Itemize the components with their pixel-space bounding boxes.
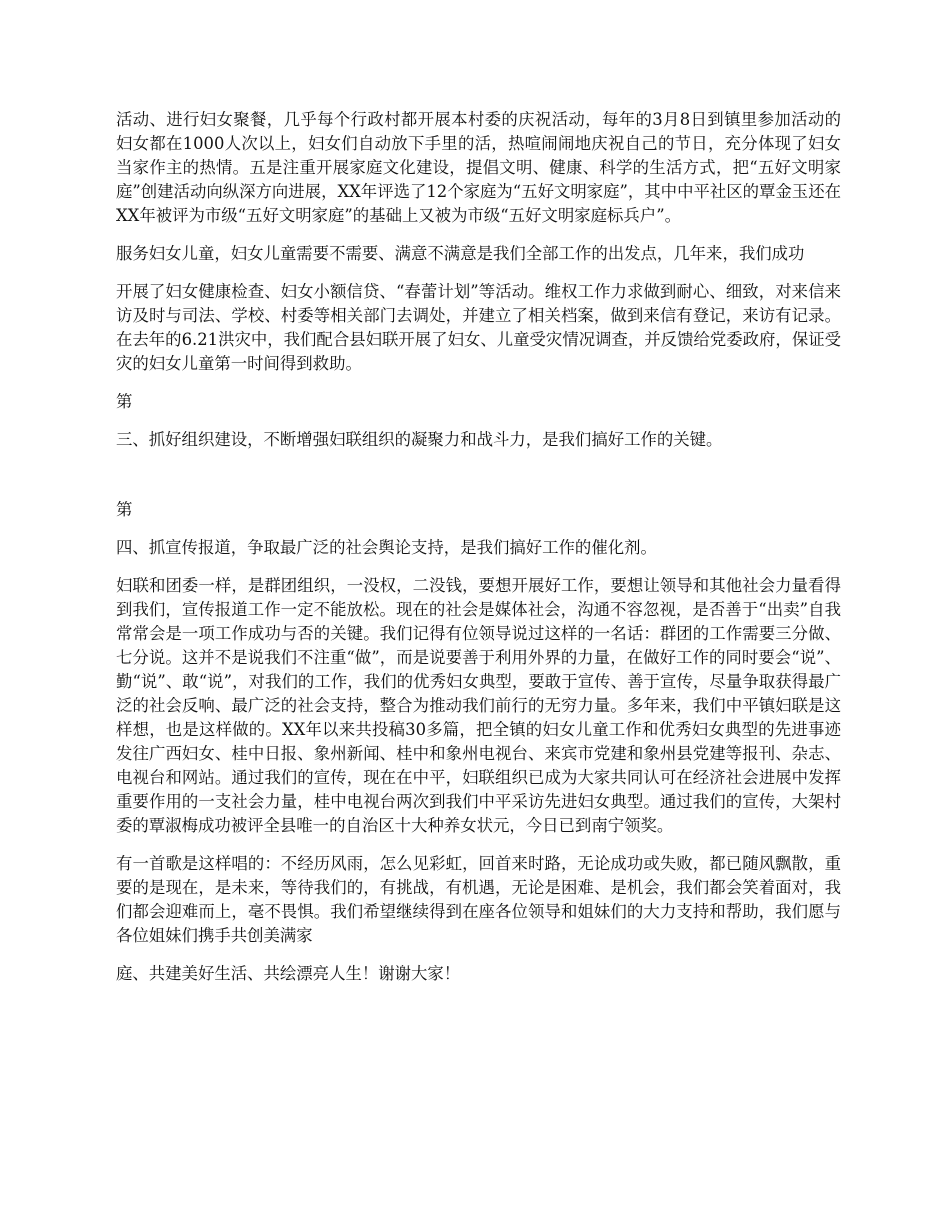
paragraph-closing-thanks: 庭、共建美好生活、共绘漂亮人生！谢谢大家！ — [116, 964, 461, 983]
paragraph-section-marker-1: 第 — [116, 392, 133, 411]
paragraph-rights-work: 开展了妇女健康检查、妇女小额信贷、“春蕾计划”等活动。维权工作力求做到耐心、细致，对来信来访及时与司法、学校、村委等相关部门去调处，并建立了相关档案，做到来信有登记，来访有记录。在去年的6.21洪灾中，我们配合县妇联开展了妇女、儿童受灾情况调查，并反馈给党委政府，保证受灾的妇女儿童第一时间得到救助。 — [116, 282, 841, 373]
document-body — [116, 108, 841, 1000]
paragraph-service-intro: 服务妇女儿童，妇女儿童需要不需要、满意不满意是我们全部工作的出发点，几年来，我们成功 — [116, 244, 805, 263]
paragraph-publicity-body: 妇联和团委一样，是群团组织，一没权，二没钱，要想开展好工作，要想让领导和其他社会力量看得到我们，宣传报道工作一定不能放松。现在的社会是媒体社会，沟通不容忽视，是否善于“出卖”自我常常会是一项工作成功与否的关键。我们记得有位领导说过这样的一名话：群团的工作需要三分做、七分说。这并不是说我们不注重“做”，而是说要善于利用外界的力量，在做好工作的同时要会“说”、勤“说”、敢“说”，对我们的工作，我们的优秀妇女典型，要敢于宣传、善于宣传，尽量争取获得最广泛的社会反响、最广泛的社会支持，整合为推动我们前行的无穷力量。多年来，我们中平镇妇联是这样想，也是这样做的。XX年以来共投稿30多篇，把全镇的妇女儿童工作和优秀妇女典型的先进事迹发往广西妇女、桂中日报、象州新闻、桂中和象州电视台、来宾市党建和象州县党建等报刊、杂志、电视台和网站。通过我们的宣传，现在在中平，妇联组织已成为大家共同认可在经济社会进展中发挥重要作用的一支社会力量，桂中电视台两次到我们中平采访先进妇女典型。通过我们的宣传，大架村委的覃淑梅成功被评全县唯一的自治区十大种养女状元，今日已到南宁领奖。 — [116, 576, 841, 835]
heading-publicity: 四、抓宣传报道，争取最广泛的社会舆论支持，是我们搞好工作的催化剂。 — [116, 538, 657, 557]
paragraph-section-marker-2: 第 — [116, 500, 133, 519]
heading-organization-building: 三、抓好组织建设，不断增强妇联组织的凝聚力和战斗力，是我们搞好工作的关键。 — [116, 430, 723, 449]
section-spacer — [116, 466, 841, 498]
paragraph-celebration: 活动、进行妇女聚餐，几乎每个行政村都开展本村委的庆祝活动，每年的3月8日到镇里参加活动的妇女都在1000人次以上，妇女们自动放下手里的活，热喧闹闹地庆祝自己的节日，充分体现了妇女当家作主的热情。五是注重开展家庭文化建设，提倡文明、健康、科学的生活方式，把“五好文明家庭”创建活动向纵深方向进展，XX年评选了12个家庭为“五好文明家庭”，其中中平社区的覃金玉还在XX年被评为市级“五好文明家庭”的基础上又被为市级“五好文明家庭标兵户”。 — [116, 110, 841, 225]
paragraph-closing-song: 有一首歌是这样唱的：不经历风雨，怎么见彩虹，回首来时路，无论成功或失败，都已随风飘散，重要的是现在，是未来，等待我们的，有挑战，有机遇，无论是困难、是机会，我们都会笑着面对，我们都会迎难而上，毫不畏惧。我们希望继续得到在座各位领导和姐妹们的大力支持和帮助，我们愿与各位姐妹们携手共创美满家 — [116, 854, 841, 945]
